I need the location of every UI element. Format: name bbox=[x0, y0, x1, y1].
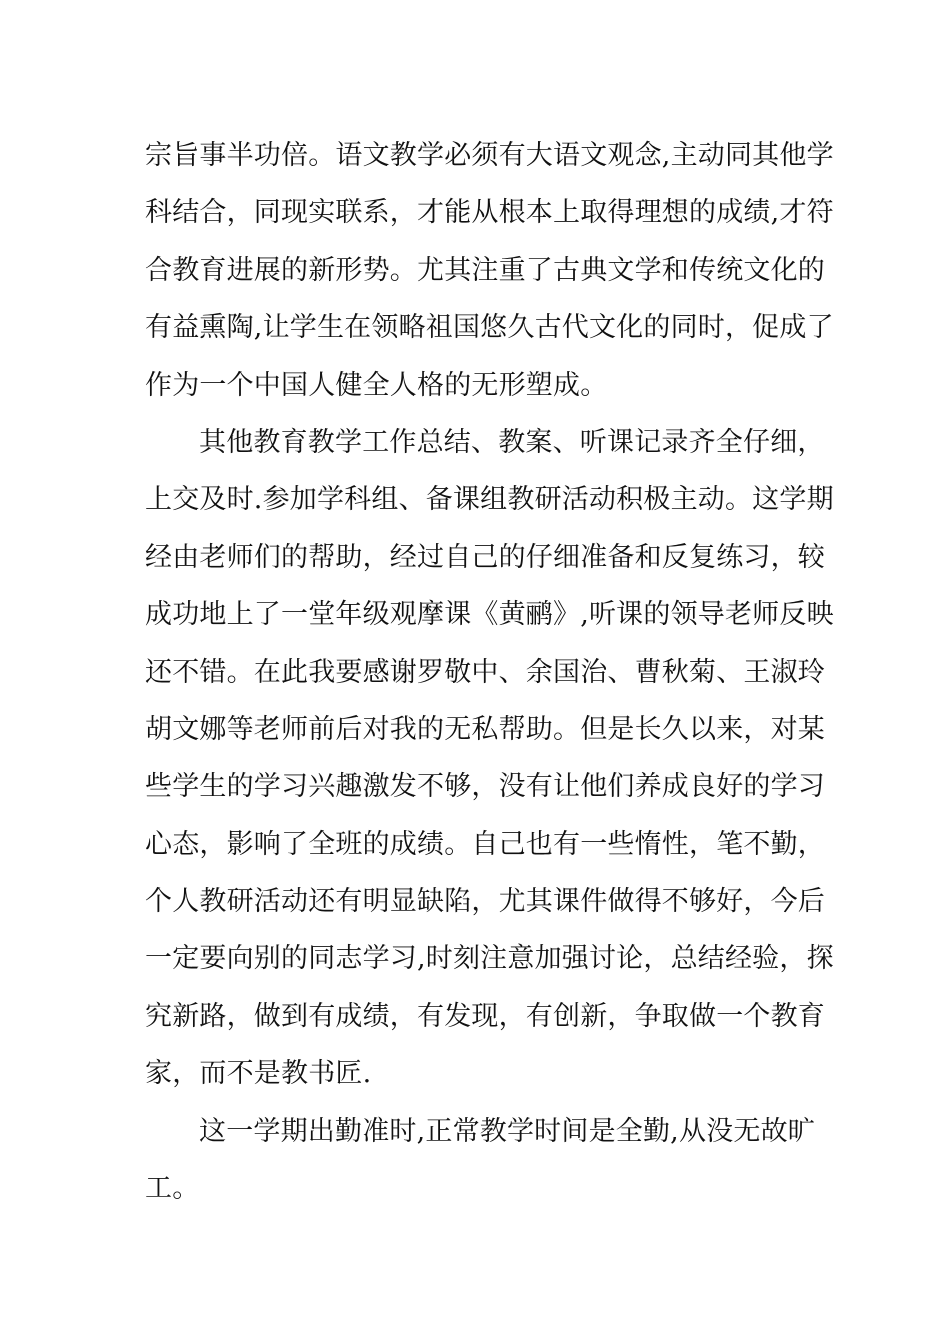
text-line: 还不错。在此我要感谢罗敬中、余国治、曹秋菊、王淑玲 bbox=[145, 656, 825, 688]
text-line: 合教育进展的新形势。尤其注重了古典文学和传统文化的 bbox=[145, 254, 825, 286]
text-line: 上交及时.参加学科组、备课组教研活动积极主动。这学期 bbox=[145, 484, 834, 516]
text-line: 究新路，做到有成绩，有发现，有创新，争取做一个教育 bbox=[145, 1000, 825, 1032]
paragraph-2 bbox=[145, 414, 834, 1103]
text-line: 宗旨事半功倍。语文教学必须有大语文观念,主动同其他学 bbox=[145, 140, 834, 171]
text-line: 成功地上了一堂年级观摩课《黄鹂》,听课的领导老师反映 bbox=[145, 599, 834, 631]
text-line: 个人教研活动还有明显缺陷，尤其课件做得不够好，今后 bbox=[145, 886, 825, 918]
text-line: 这一学期出勤准时,正常教学时间是全勤,从没无故旷 bbox=[199, 1115, 815, 1147]
document-body bbox=[145, 127, 834, 1217]
text-line: 经由老师们的帮助，经过自己的仔细准备和反复练习，较 bbox=[145, 541, 825, 573]
text-line: 心态，影响了全班的成绩。自己也有一些惰性，笔不勤， bbox=[145, 828, 825, 860]
paragraph-1 bbox=[145, 127, 834, 414]
text-line: 胡文娜等老师前后对我的无私帮助。但是长久以来，对某 bbox=[145, 713, 825, 745]
text-line: 其他教育教学工作总结、教案、听课记录齐全仔细， bbox=[199, 426, 825, 458]
paragraph-3 bbox=[145, 1103, 815, 1218]
text-line: 有益熏陶,让学生在领略祖国悠久古代文化的同时，促成了 bbox=[145, 312, 834, 344]
text-line: 一定要向别的同志学习,时刻注意加强讨论，总结经验，探 bbox=[145, 943, 834, 975]
text-line: 家，而不是教书匠. bbox=[145, 1058, 372, 1090]
text-line: 作为一个中国人健全人格的无形塑成。 bbox=[145, 369, 608, 401]
text-line: 工。 bbox=[145, 1173, 200, 1205]
text-line: 科结合，同现实联系，才能从根本上取得理想的成绩,才符 bbox=[145, 197, 834, 229]
text-line: 些学生的学习兴趣激发不够，没有让他们养成良好的学习 bbox=[145, 771, 825, 803]
